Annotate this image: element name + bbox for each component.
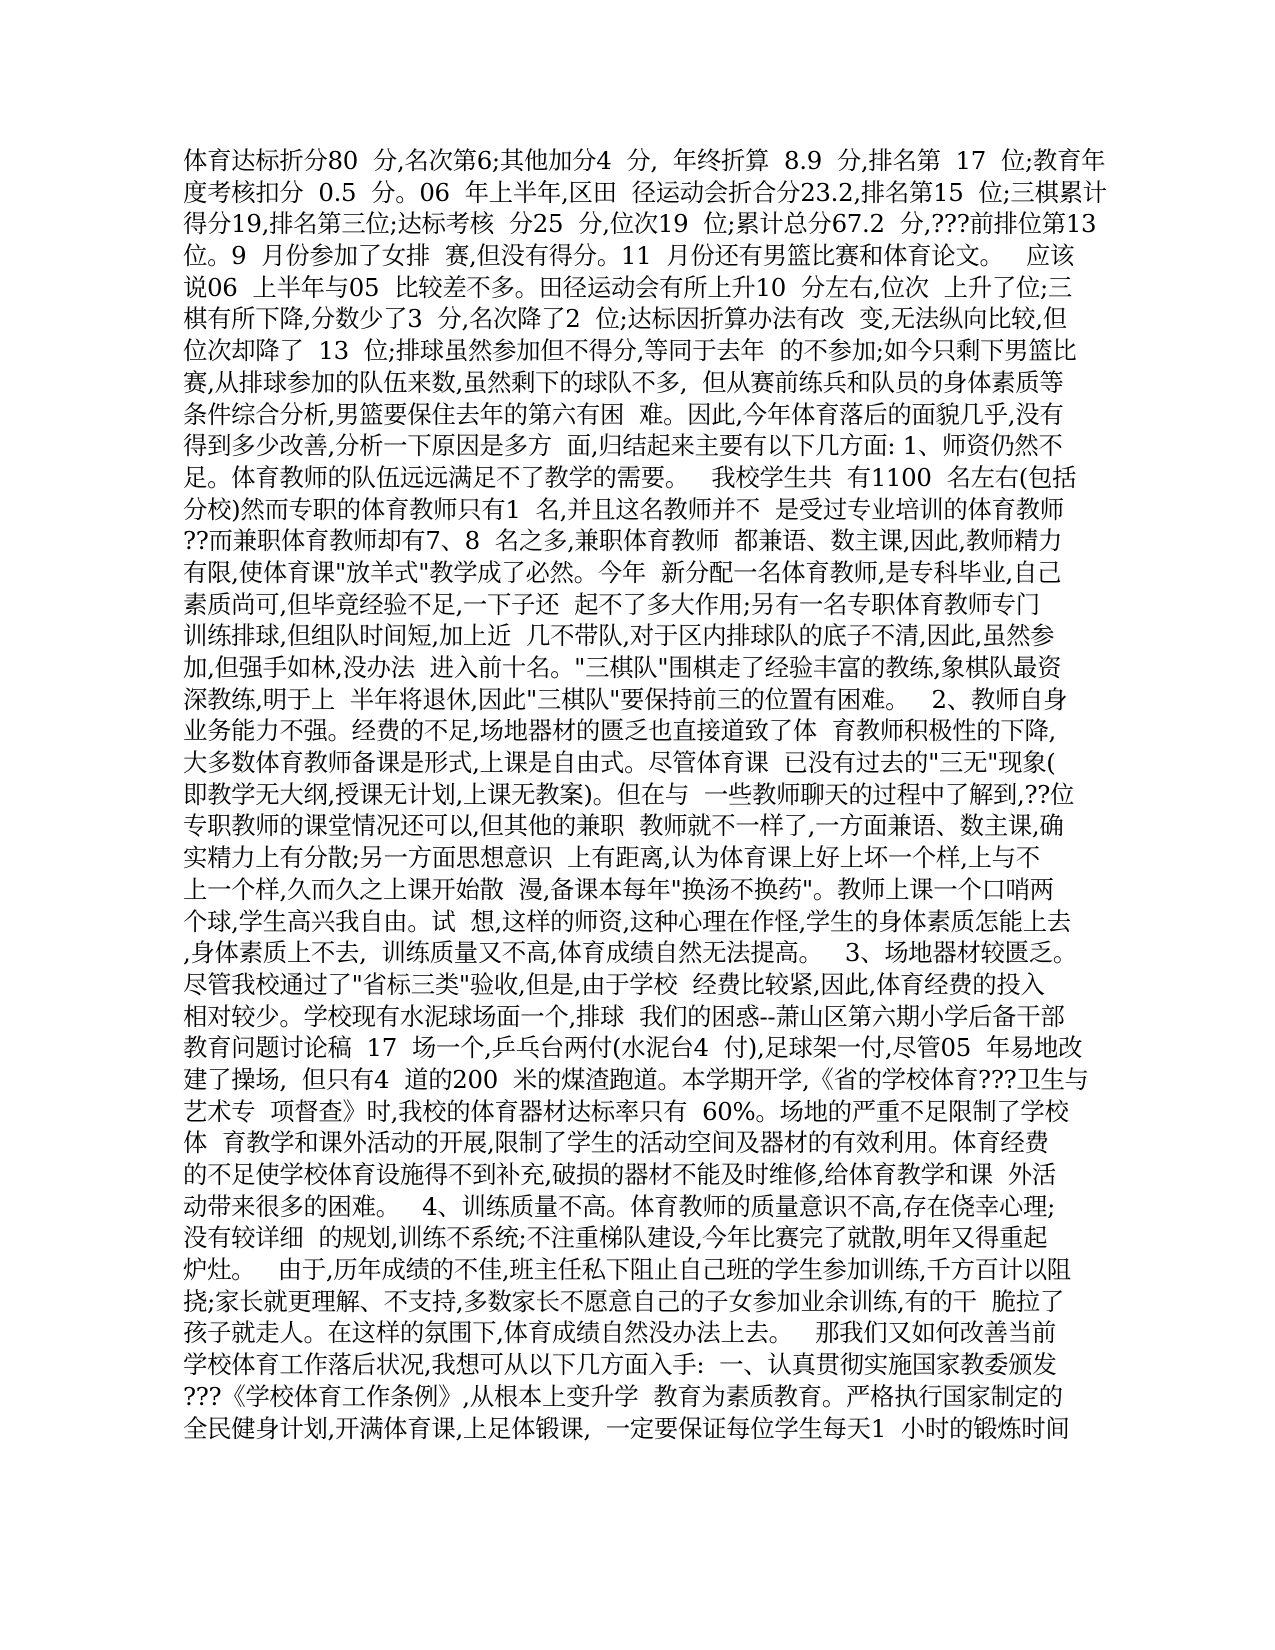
text-line: 训练排球,但组队时间短,加上近 几不带队,对于区内排球队的底子不清,因此,虽然参 [183,621,1055,651]
text-line: 条件综合分析,男篮要保住去年的第六有困 难。因此,今年体育落后的面貌几乎,没有 [183,399,1064,429]
text-line: 个球,学生高兴我自由。试 想,这样的师资,这种心理在作怪,学生的身体素质怎能上去 [183,906,1071,936]
text-line: 孩子就走人。在这样的氛围下,体育成绩自然没办法上去。 那我们又如何改善当前 [183,1318,1056,1348]
text-line: 学校体育工作落后状况,我想可从以下几方面入手: 一、认真贯彻实施国家教委颁发 [183,1350,1057,1380]
text-line: 业务能力不强。经费的不足,场地器材的匮乏也直接道致了体 育教师积极性的下降, [183,716,1056,746]
text-line: 足。体育教师的队伍远远满足不了教学的需要。 我校学生共 有1100 名左右(包括 [183,462,1077,492]
text-line: 炉灶。 由于,历年成绩的不佳,班主任私下阻止自己班的学生参加训练,千方百计以阻 [183,1255,1071,1285]
text-line: 挠;家长就更理解、不支持,多数家长不愿意自己的子女参加业余训练,有的干 脆拉了 [183,1286,1064,1316]
text-line: 位次却降了 13 位;排球虽然参加但不得分,等同于去年 的不参加;如今只剩下男篮比 [183,336,1077,366]
text-line: 得分19,排名第三位;达标考核 分25 分,位次19 位;累计总分67.2 分,???前排位第13 [183,209,1097,239]
text-line: 的不足使学校体育设施得不到补充,破损的器材不能及时维修,给体育教学和课 外活 [183,1160,1056,1189]
text-line: 位。9 月份参加了女排 赛,但没有得分。11 月份还有男篮比赛和体育论文。 应该 [183,241,1075,271]
text-line: 体 育教学和课外活动的开展,限制了学生的活动空间及器材的有效利用。体育经费 [183,1128,1049,1158]
body-text [183,145,1107,1444]
text-line: 说06 上半年与05 比较差不多。田径运动会有所上升10 分左右,位次 上升了位;三 [183,272,1073,302]
text-line: 大多数体育教师备课是形式,上课是自由式。尽管体育课 已没有过去的"三无"现象( [183,748,1056,778]
text-line: 艺术专 项督查》时,我校的体育器材达标率只有 60%。场地的严重不足限制了学校 [183,1096,1069,1126]
text-line: ???《学校体育工作条例》,从根本上变升学 教育为素质教育。严格执行国家制定的 [183,1381,1063,1411]
text-line: 分校)然而专职的体育教师只有1 名,并且这名教师并不 是受过专业培训的体育教师 [183,494,1064,524]
text-line: 有限,使体育课"放羊式"教学成了必然。今年 新分配一名体育教师,是专科毕业,自己 [183,557,1062,587]
text-line: 相对较少。学校现有水泥球场面一个,排球 我们的困惑--萧山区第六期小学后备干部 [183,1001,1065,1031]
text-line: 没有较详细 的规划,训练不系统;不注重梯队建设,今年比赛完了就散,明年又得重起 [183,1223,1048,1253]
text-line: 全民健身计划,开满体育课,上足体锻课, 一定要保证每位学生每天1 小时的锻炼时间 [183,1413,1070,1443]
text-line: 得到多少改善,分析一下原因是多方 面,归结起来主要有以下几方面: 1、师资仍然不 [183,431,1063,461]
text-line: 深教练,明于上 半年将退休,因此"三棋队"要保持前三的位置有困难。 2、教师自身 [183,684,1068,714]
text-line: 尽管我校通过了"省标三类"验收,但是,由于学校 经费比较紧,因此,体育经费的投入 [183,969,1045,999]
text-line: 度考核扣分 0.5 分。06 年上半年,区田 径运动会折合分23.2,排名第15 位;三棋累计 [183,177,1107,207]
text-line: 即教学无大纲,授课无计划,上课无教案)。但在与 一些教师聊天的过程中了解到,??位 [183,779,1075,809]
text-line: 上一个样,久而久之上课开始散 漫,备课本每年"换汤不换药"。教师上课一个口哨两 [183,874,1054,904]
text-line: 专职教师的课堂情况还可以,但其他的兼职 教师就不一样了,一方面兼语、数主课,确 [183,811,1064,841]
text-line: ,身体素质上不去, 训练质量又不高,体育成绩自然无法提高。 3、场地器材较匮乏。 [183,938,1077,968]
text-line: 动带来很多的困难。 4、训练质量不高。体育教师的质量意识不高,存在侥幸心理; [183,1191,1056,1221]
text-line: 实精力上有分散;另一方面思想意识 上有距离,认为体育课上好上坏一个样,上与不 [183,843,1040,873]
text-line: 加,但强手如林,没办法 进入前十名。"三棋队"围棋走了经验丰富的教练,象棋队最资 [183,653,1062,682]
text-line: 教育问题讨论稿 17 场一个,乒乓台两付(水泥台4 付),足球架一付,尽管05 年易地改 [183,1033,1083,1063]
text-line: 素质尚可,但毕竟经验不足,一下子还 起不了多大作用;另有一名专职体育教师专门 [183,589,1040,619]
text-line: ??而兼职体育教师却有7、8 名之多,兼职体育教师 都兼语、数主课,因此,教师精力 [183,526,1063,556]
text-line: 赛,从排球参加的队伍来数,虽然剩下的球队不多, 但从赛前练兵和队员的身体素质等 [183,367,1064,397]
text-line: 建了操场, 但只有4 道的200 米的煤渣跑道。本学期开学,《省的学校体育???卫生与 [183,1064,1089,1094]
text-line: 棋有所下降,分数少了3 分,名次降了2 位;达标因折算办法有改 变,无法纵向比较,但 [183,304,1067,334]
text-line: 体育达标折分80 分,名次第6;其他加分4 分, 年终折算 8.9 分,排名第 17 位;教育年 [183,146,1106,175]
